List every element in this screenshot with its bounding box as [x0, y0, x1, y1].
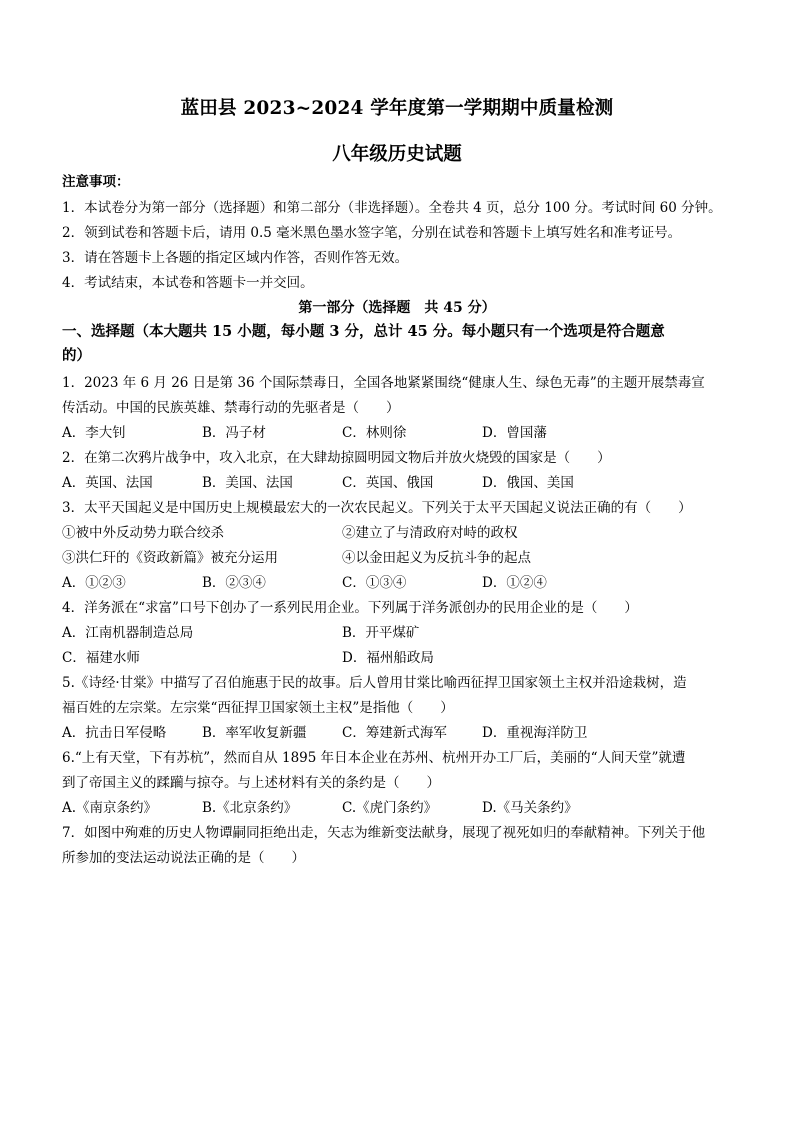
q2-option-b: B．美国、法国 [202, 475, 293, 491]
q2-stem-line1: 2．在第二次鸦片战争中，攻入北京，在大肆劫掠圆明园文物后并放火烧毁的国家是（ ） [62, 450, 611, 466]
q1-option-b: B．冯子材 [202, 425, 266, 441]
q3-statement-1: ①被中外反动势力联合绞杀 [62, 525, 224, 541]
q1-stem-line2: 传活动。中国的民族英雄、禁毒行动的先驱者是（ ） [62, 400, 400, 416]
q3-option-b: B．②③④ [202, 575, 266, 591]
q5-option-a: A．抗击日军侵略 [62, 725, 167, 741]
q3-stem-line1: 3．太平天国起义是中国历史上规模最宏大的一次农民起义。下列关于太平天国起义说法正确的有（ ） [62, 500, 692, 516]
q2-option-a: A．英国、法国 [62, 475, 153, 491]
q5-option-d: D．重视海洋防卫 [482, 725, 588, 741]
section-heading-line1: 一、选择题（本大题共 15 小题，每小题 3 分，总计 45 分。每小题只有一个选项是符合题意 [62, 323, 665, 340]
notice-item-2: 2．领到试卷和答题卡后，请用 0.5 毫米黑色墨水签字笔，分别在试卷和答题卡上填写姓名和准考证号。 [62, 225, 682, 241]
q4-option-a: A．江南机器制造总局 [62, 625, 194, 641]
q6-option-a: A.《南京条约》 [62, 800, 158, 816]
q2-option-d: D．俄国、美国 [482, 475, 574, 491]
section-heading-line2: 的） [62, 347, 91, 364]
q4-option-c: C．福建水师 [62, 650, 140, 666]
exam-title: 蓝田县 2023~2024 学年度第一学期期中质量检测 [180, 98, 614, 119]
q1-option-d: D．曾国藩 [482, 425, 547, 441]
q3-option-c: C．①③④ [342, 575, 407, 591]
notice-heading: 注意事项： [62, 174, 130, 190]
q6-option-b: B.《北京条约》 [202, 800, 298, 816]
q5-stem-line2: 福百姓的左宗棠。左宗棠“西征捍卫国家领土主权”是指他（ ） [62, 700, 454, 716]
q3-statement-3: ③洪仁玕的《资政新篇》被充分运用 [62, 550, 278, 566]
notice-item-4: 4．考试结束，本试卷和答题卡一并交回。 [62, 275, 314, 291]
q7-stem-line1: 7．如图中殉难的历史人物谭嗣同拒绝出走，矢志为维新变法献身，展现了视死如归的奉献精神。下列关于他 [62, 825, 706, 841]
q4-stem-line1: 4．洋务派在“求富”口号下创办了一系列民用企业。下列属于洋务派创办的民用企业的是（ ） [62, 600, 638, 616]
q3-option-d: D．①②④ [482, 575, 547, 591]
notice-item-1: 1．本试卷分为第一部分（选择题）和第二部分（非选择题）。全卷共 4 页，总分 100 分。考试时间 60 分钟。 [62, 200, 722, 216]
q5-option-c: C．筹建新式海军 [342, 725, 447, 741]
q4-option-d: D．福州船政局 [342, 650, 434, 666]
q2-option-c: C．英国、俄国 [342, 475, 434, 491]
part1-title: 第一部分（选择题 共 45 分） [298, 300, 496, 316]
q3-option-a: A．①②③ [62, 575, 126, 591]
q3-statement-4: ④以金田起义为反抗斗争的起点 [342, 550, 531, 566]
q4-option-b: B．开平煤矿 [342, 625, 420, 641]
q5-stem-line1: 5.《诗经·甘棠》中描写了召伯施惠于民的故事。后人曾用甘棠比喻西征捍卫国家领土主权并沿途栽树，造 [62, 675, 687, 691]
q1-stem-line1: 1．2023 年 6 月 26 日是第 36 个国际禁毒日，全国各地紧紧围绕“健康人生、绿色无毒”的主题开展禁毒宣 [62, 375, 705, 391]
notice-item-3: 3．请在答题卡上各题的指定区域内作答，否则作答无效。 [62, 250, 409, 266]
q6-stem-line1: 6.“上有天堂，下有苏杭”，然而自从 1895 年日本企业在苏州、杭州开办工厂后，美丽的“人间天堂”就遭 [62, 750, 686, 766]
q6-option-d: D.《马关条约》 [482, 800, 578, 816]
q6-stem-line2: 到了帝国主义的蹂躏与掠夺。与上述材料有关的条约是（ ） [62, 775, 440, 791]
q3-statement-2: ②建立了与清政府对峙的政权 [342, 525, 518, 541]
q6-option-c: C.《虎门条约》 [342, 800, 438, 816]
q7-stem-line2: 所参加的变法运动说法正确的是（ ） [62, 850, 305, 866]
q1-option-a: A．李大钊 [62, 425, 126, 441]
q1-option-c: C．林则徐 [342, 425, 407, 441]
exam-subtitle: 八年级历史试题 [332, 144, 462, 165]
q5-option-b: B．率军收复新疆 [202, 725, 307, 741]
